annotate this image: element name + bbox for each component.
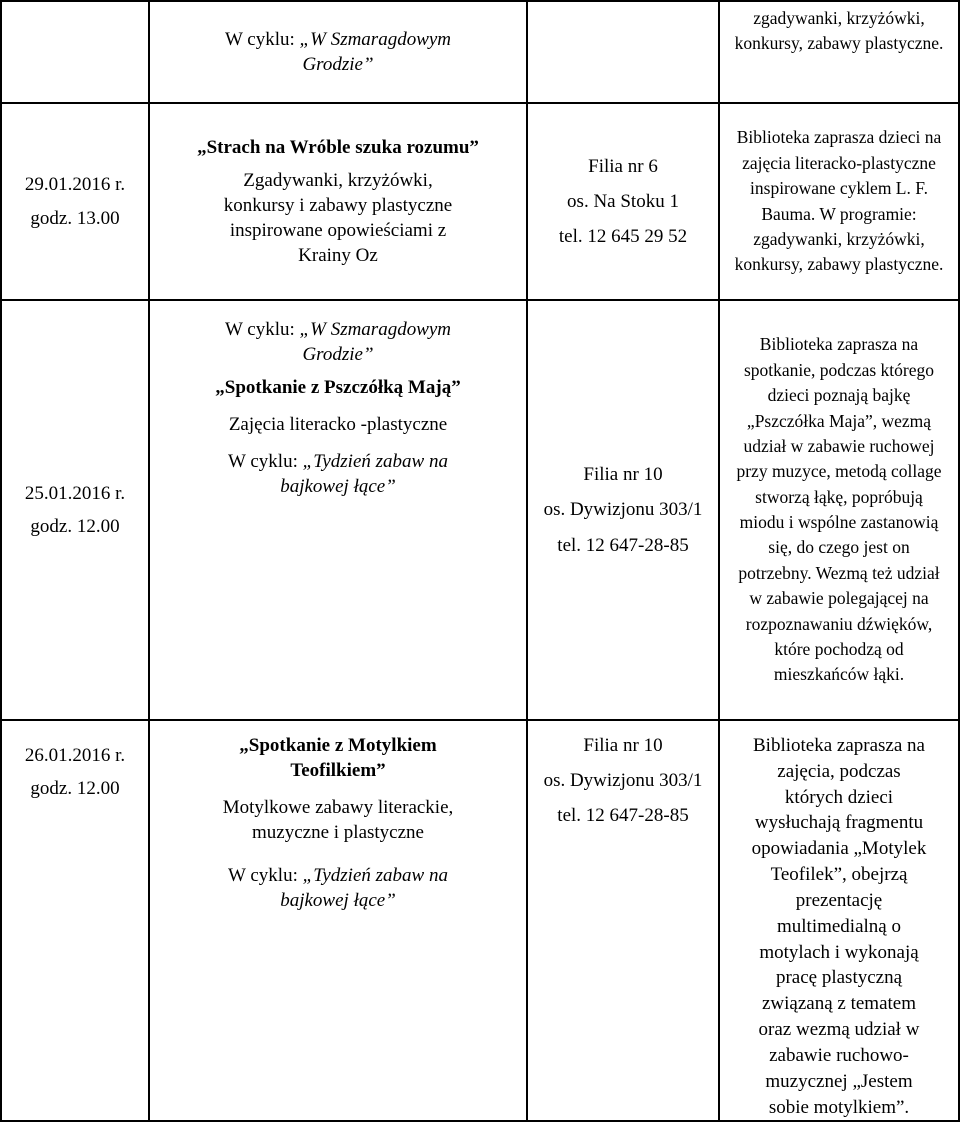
cycle-name: „W Szmaragdowym Grodzie” <box>299 319 452 366</box>
cycle-name: „W Szmaragdowym Grodzie” <box>299 28 452 75</box>
place-cell <box>527 103 719 300</box>
place-name: Filia nr 10 <box>583 735 663 756</box>
cycle-prefix: W cyklu: <box>224 319 295 340</box>
date-cell <box>1 1 149 103</box>
cycle-prefix: W cyklu: <box>228 865 298 887</box>
event-cell <box>149 1 527 103</box>
table-row <box>1 300 959 720</box>
event-cell <box>149 300 527 720</box>
place-cell <box>527 720 719 1121</box>
table-row <box>1 720 959 1121</box>
event-date: 29.01.2016 r. <box>24 174 126 196</box>
cycle-prefix: W cyklu: <box>224 28 295 50</box>
place-name: Filia nr 6 <box>588 155 658 177</box>
event-title: „Strach na Wróble szuka rozumu” <box>197 136 479 158</box>
place-address: os. Dywizjonu 303/1 <box>543 499 703 521</box>
table-row <box>1 103 959 300</box>
event-time: godz. 13.00 <box>30 207 120 229</box>
event-time: godz. 12.00 <box>30 778 120 800</box>
event-subtitle: Zajęcia literacko -plastyczne <box>228 414 448 436</box>
date-cell <box>1 103 149 300</box>
cycle-line <box>156 863 520 913</box>
place-phone: tel. 12 647-28-85 <box>557 805 689 827</box>
place-name: Filia nr 10 <box>583 464 663 486</box>
place-cell <box>527 300 719 720</box>
description-text: Biblioteka zaprasza na zajęcia, podczas których dzieci wysłuchają fragmentu opowiadania „Motylek Teofilek”, obejrzą prezentację multimedialną o motylach i wykonają pracę plastyczną związaną z tematem oraz wezmą udział w zabawie ruchowo-muzycznej „Jestem sobie motylkiem”. <box>751 735 927 1118</box>
cycle-line <box>156 27 520 77</box>
event-cell <box>149 103 527 300</box>
place-phone: tel. 12 645 29 52 <box>558 226 688 248</box>
event-title: „Spotkanie z Pszczółką Mają” <box>215 377 461 399</box>
place-cell <box>527 1 719 103</box>
cycle-prefix: W cyklu: <box>228 451 298 473</box>
event-subtitle: Motylkowe zabawy literackie, muzyczne i plastyczne <box>222 797 454 844</box>
place-address: os. Na Stoku 1 <box>567 190 679 212</box>
description-text: zgadywanki, krzyżówki, konkursy, zabawy plastyczne. <box>734 8 944 54</box>
place-address: os. Dywizjonu 303/1 <box>543 770 703 792</box>
event-date: 26.01.2016 r. <box>24 745 126 766</box>
cycle-name: „Tydzień zabaw na bajkowej łące” <box>280 451 448 498</box>
cycle-line <box>156 449 520 499</box>
description-text: Biblioteka zaprasza na spotkanie, podczas którego dzieci poznają bajkę „Pszczółka Maja”, wezmą udział w zabawie ruchowej przy muzyce, metodą collage stworzą łąkę, popróbują miodu i wspólne zastanowią się, do czego jest on potrzebny. Wezmą też udział w zabawie polegającej na rozpoznawaniu dźwięków, które pochodzą od mieszkańców łąki. <box>736 334 942 685</box>
description-text: Biblioteka zaprasza dzieci na zajęcia literacko-plastyczne inspirowane cyklem L. F. Bauma. W programie: zgadywanki, krzyżówki, konkursy, zabawy plastyczne. <box>734 127 944 275</box>
event-cell <box>149 720 527 1121</box>
cycle-line <box>156 317 520 367</box>
description-cell <box>719 1 959 103</box>
description-cell <box>719 300 959 720</box>
event-subtitle: Zgadywanki, krzyżówki, konkursy i zabawy plastyczne inspirowane opowieściami z Krainy Oz <box>223 169 453 267</box>
event-time: godz. 12.00 <box>30 516 120 537</box>
date-cell <box>1 300 149 720</box>
table-row <box>1 1 959 103</box>
place-phone: tel. 12 647-28-85 <box>557 534 689 556</box>
event-date: 25.01.2016 r. <box>24 482 126 504</box>
event-title: „Spotkanie z Motylkiem Teofilkiem” <box>239 735 437 782</box>
description-cell <box>719 720 959 1121</box>
cycle-name: „Tydzień zabaw na bajkowej łące” <box>280 865 448 912</box>
date-cell <box>1 720 149 1121</box>
description-cell <box>719 103 959 300</box>
